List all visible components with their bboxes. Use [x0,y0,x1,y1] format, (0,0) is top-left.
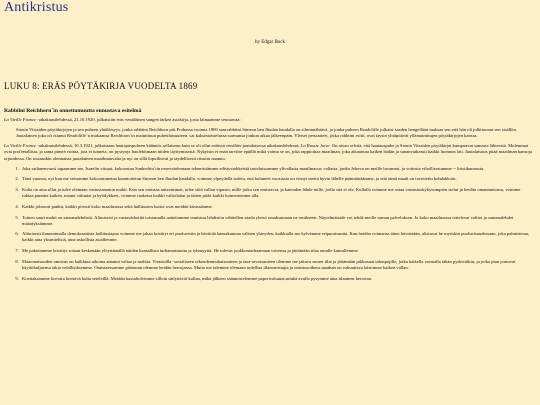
article-body [4,108,532,286]
intro-text: -aikakausilehdessä, 21.10.1920, julkaistiin eräs venäläinen sangen tärkeä asiakirja, josta lainaamme seuraavaa: [36,117,241,123]
source-title: La Russie Juive [300,143,330,149]
list-item: 6. Alituisesti ilanomimalla demokraattista hallitustapaa voimme me jakaa kristityt eri puolueisiin ja hävittää kansakunnan välisen yhteyden, kaikkialla me kylvämme eripuraisuutta. Kun heidän voimansa täten hävitetään, alistuvat he myöskin puolueisuudessaan, joka palmisteraa, kaikki aina yksimielisiä, aina uskollisia asiallemme. [20,231,532,243]
list-item: 1. Joka sadanenvuosi tapaamme me, Israelin viisaat, kokoontua Sanhedrin´iin neuvottelemaan tekemistämme edistyssekkeisiä tasteluissamme ylivallasta maailmassa; vallasta, jonka Jehova on meille luvannut, ja voitosta vihollisestamme -- kristikunnasta. [20,166,532,172]
source-title: La Vieille France [4,143,37,149]
numbered-list [4,166,532,282]
list-item: 8. Maaomaisuuden omistus on kaikkina aikoina antanut valtaa ja mahtia. Virastoilla -sosialiseen oikeudenmukaisuuteen ja tasa-arvoisuuteen olemme me jakava suuret tilat ja jättämään pikkusuat talonpojille, jotka kaikella voimalla tähän pyrkivätkin, ja jotka pian joutuvat käyttökuljaensa takia velallisiksemme. Omistaessamme pääoman olemme heidän herrojansa. Mutta me tulemme olemaan todellisa tilanomistajia ja omistusoikeus maahan on vakuuttava käsiimme kaiken vallan. [20,259,532,271]
list-item: 2. Tänä vuonna, nyt kun me seisomme kokoontuneina kunnioitetun Simeon ben Ihudan haudalla, voimme ylpeydellä todeta, että kuluneet vuosisata on vienyt meitä hyvin lähelle päämääräämme, ja että tämä maali on tavoitettu kohdakkoin. [20,176,532,182]
intro-paragraph [4,117,532,123]
chapter-title: LUKU 8: ERÄS PÖYTÄKIRJA VUODELTA 1869 [4,81,198,91]
source-title: La Vieille France [4,117,37,123]
list-item: 3. Kulta on aina ollut ja tulee olemaan vastustamaton mahti. Kun sen omistaa taitavimmat, tulee siitä vallan vipusin, niille jotka sen omistavat, ja kateuden lähde niille, joilla sitä ei ole. Kullalla voimme me ostaa vastustuskykyisimpien sielut ja heidän omantuntonsa, voimme ruhtaa punnita kaiken, mauut valuutat ja byödykkeet, voimme raaketsa kaikki valtiolaitat ja tätten pitää kaikki komentomme alla. [20,187,532,199]
list-item: 7. Me pakottamme kristityt sotaan keskenään ylöyttämällä näiden kansallista turhamaisuutta ja tyhmyyttä. He tulevat joukkomurhaamaan toisensa ja jättämään tilaa omalle kansallemme. [20,248,532,254]
list-item: 5. Toinen suuri mahti on sanomalehdistö. Alituisesti ja vastavärketitä toistamalla aatteitamme onnistuu lehdistön vähitellen saada yleisö omaksumaan ne omikseen. Näytelmätaide voi tehdä meille saman palveluksen. Ja koko maailmassa tottelevat valtiot ja sanomalehdet määräyksiämme. [20,215,532,227]
paragraph-text: -aikakausilehdessä, 10.3.1921, julkaistaan hautajaispuheen käännös sellaisena kuin se oli ollut eräässä venäläis-juutalaisessa aikakauslehdessä, [36,143,301,149]
list-item: 4. Kaikki johtavat pankit, kaikki pörssit koko maailmassa sekä hallitusten luotot ovat meidän käsissämme. [20,204,532,210]
list-item: 9. Koettakaamme korvata kiertävä kulta seteleillä. Meidän kassaholvimme silloin säilyttävät kullan, mikä jälkeen säännöstelemme paperivaluutat,minkä avulla pysymme aina tilanteen herroina. [20,276,532,282]
author-byline: by Edgar Bock [255,40,285,45]
paragraph-text: . On aivan selvää, että hautauspuhe ja Sionin Viisaiden pöytäkirjat kumpuavat samasta lähteestä. Molemmat ovat profeetallisia, ja sama pimeä voima, jota ei tunneta, on pystynyt huolehtimaan niiden täyttymisestä. Nykyisin ei enää tarvitse epäillä mikä voima se on, joka rappioittaa maailman, joka aikaansaa kaiken hädän ja sananvaikeasti kaikki luonnon lait. Juutalaisuus pitää maailman kansoja orjuudessa. On tosiaankin olennaista juutalainen maailmanvalta ja nyt on sillä lopullisesti ja täydellisesti riisuttu naamio. [4,143,532,161]
block-quote: Sionin Viisaiden pöytäkirjojen ja sen puheen yhtäläisyys, jonka rabbiini Reichhorn piti Prahassa vuonna 1869 suurrabbiini Simeon ben Ihudan haudalla on silminnähtävä, ja jonka puheen Readcliffe julkaisi saaden hengellään maksaa sen että hän oli julkituonut sen sisällön. Juutalainen joka oli ottanut Readcliffe´n mukaansa Reichhorn´in mainittuun puhetilaisuuteen, sai kaksintaistelussa surmansa jonkun aikaa jälkeenpäin. Yleiset periaatteet, jotka rabbiini esitti, ovat täysin yhtäpitävät yllämainittujen pöytäkirjojen kanssa. [16,127,517,139]
site-title: Antikristus [4,0,69,15]
section-subhead: Rabbiini Reichhorn´in onnettomuutta ennustava esitelmä [4,108,142,114]
second-paragraph [4,143,532,161]
